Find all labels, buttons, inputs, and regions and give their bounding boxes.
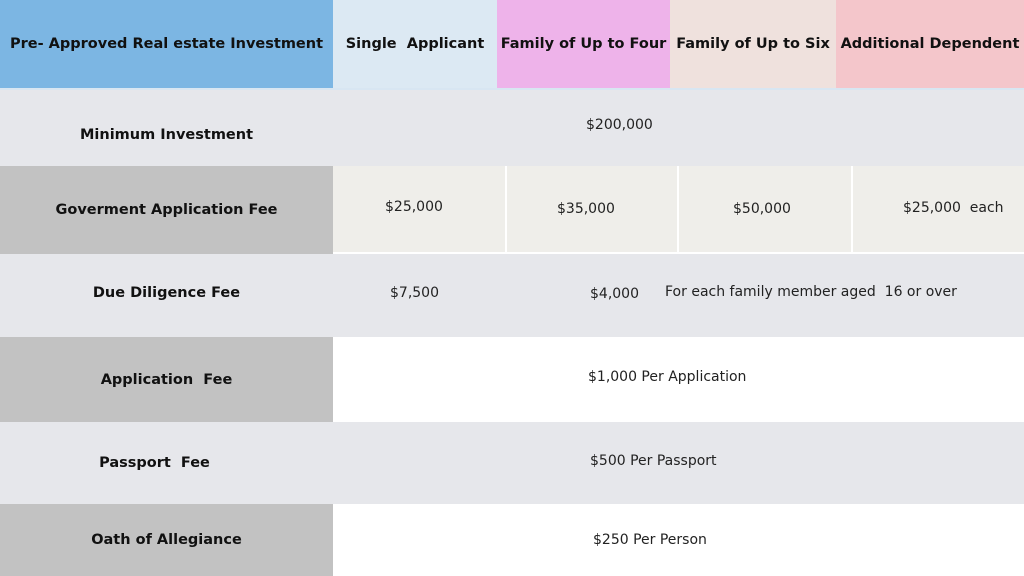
label-due-diligence-cell (0, 254, 333, 332)
gov-fee-family6-value: $50,000 (733, 201, 791, 217)
header-family-six (670, 0, 836, 88)
label-minimum-investment: Minimum Investment (79, 126, 254, 143)
label-passport-fee: Passport Fee (99, 455, 210, 471)
label-passport-fee-cell (0, 422, 309, 504)
header-additional-dependent (836, 0, 1024, 88)
header-family-four-label: Family of Up to Four (500, 36, 667, 52)
gov-fee-dependent-value: $25,000 each (903, 200, 1004, 216)
label-gov-fee-cell (0, 166, 333, 254)
label-due-diligence: Due Diligence Fee (92, 285, 241, 301)
due-diligence-family-value: $4,000 (590, 286, 639, 302)
value-minimum-investment: $200,000 (586, 117, 653, 133)
label-oath-cell (0, 504, 333, 576)
label-gov-fee: Goverment Application Fee (55, 202, 278, 218)
due-diligence-note: For each family member aged 16 or over (665, 284, 957, 300)
value-oath: $250 Per Person (593, 532, 707, 548)
header-family-six-label: Family of Up to Six (676, 36, 830, 52)
due-diligence-single-value: $7,500 (390, 285, 439, 301)
header-additional-dependent-label: Additional Dependent (840, 36, 1020, 52)
header-title: Pre- Approved Real estate Investment (9, 36, 324, 52)
header-title-cell (0, 0, 333, 88)
label-oath: Oath of Allegiance (91, 532, 242, 548)
header-family-four (497, 0, 670, 88)
label-application-fee: Application Fee (100, 371, 233, 388)
label-application-fee-cell (0, 337, 333, 422)
value-passport-fee: $500 Per Passport (590, 453, 717, 469)
header-single-applicant (333, 0, 497, 88)
gov-fee-single-value: $25,000 (385, 199, 443, 215)
value-application-fee: $1,000 Per Application (588, 369, 747, 385)
header-single-applicant-label: Single Applicant (345, 36, 485, 52)
gov-fee-family4-value: $35,000 (557, 201, 615, 217)
